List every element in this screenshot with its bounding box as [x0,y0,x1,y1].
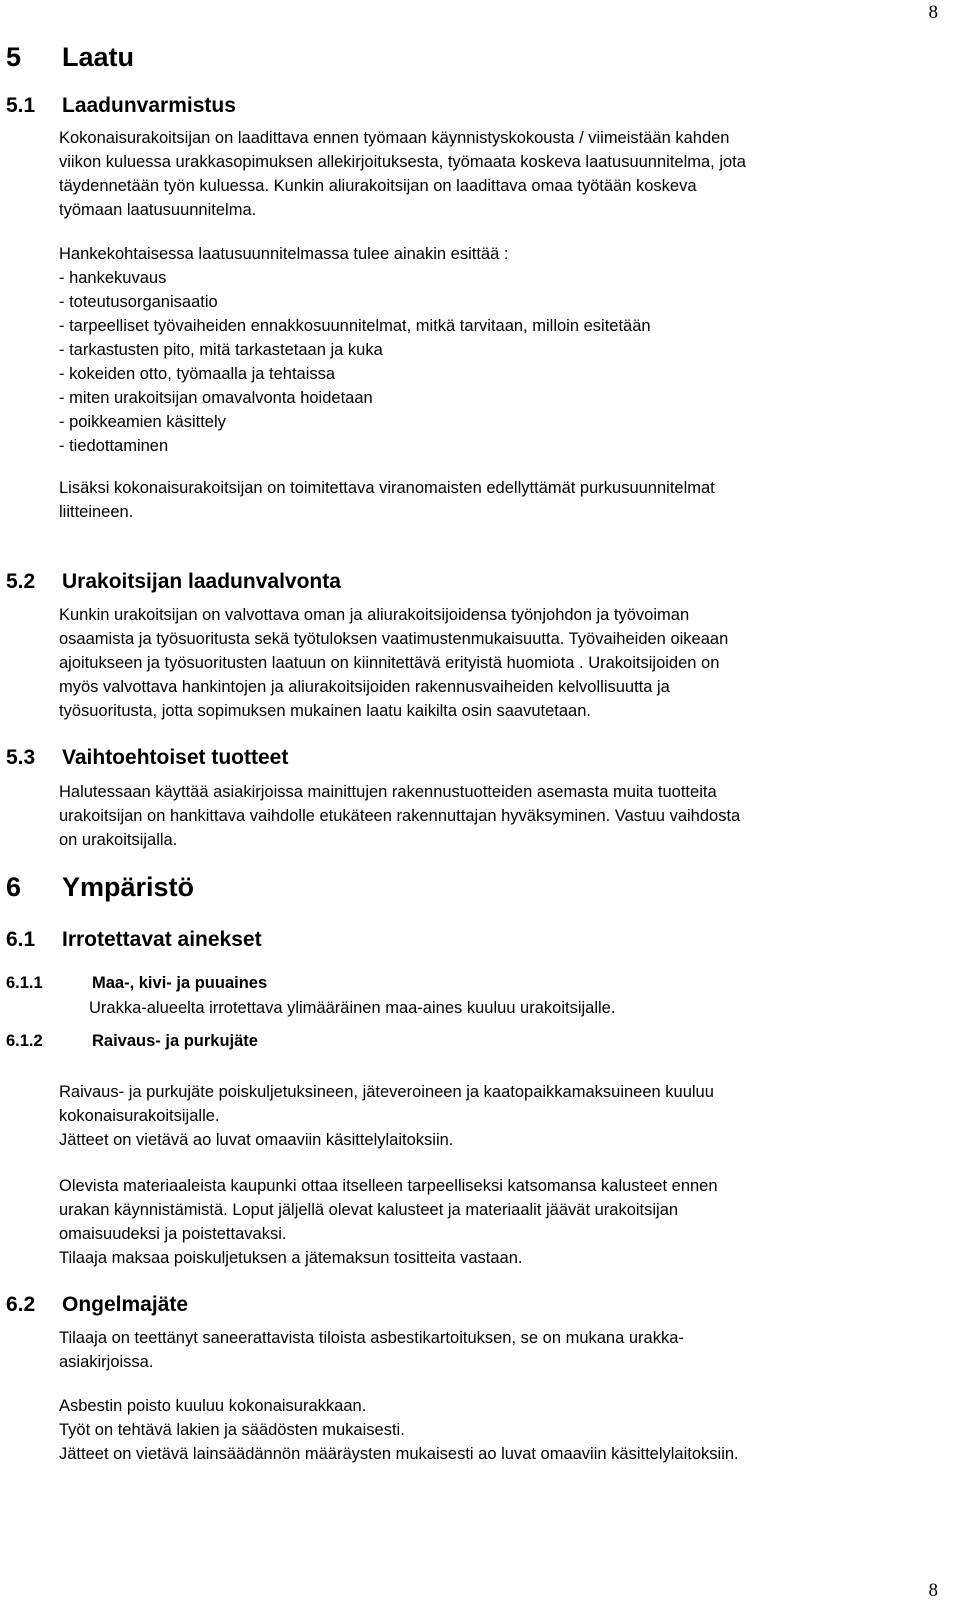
list-item: - tiedottaminen [59,437,169,455]
list-item: - tarpeelliset työvaiheiden ennakkosuunnitelmat, mitkä tarvitaan, milloin esitetään [59,317,651,335]
section-number: 6 [6,872,22,902]
paragraph-6-1-2-b [59,1174,959,1270]
section-title: Raivaus- ja purkujäte [92,1032,258,1050]
section-number: 5.1 [6,94,36,117]
list-item: - miten urakoitsijan omavalvonta hoidetaan [59,389,373,407]
text-line: Kunkin urakoitsijan on valvottava oman ja aliurakoitsijoidensa työnjohdon ja työvoiman [59,606,690,624]
text-line: omaisuudeksi ja poistettavaksi. [59,1225,287,1243]
list-item: - tarkastusten pito, mitä tarkastetaan ja kuka [59,341,383,359]
list-item: - kokeiden otto, työmaalla ja tehtaissa [59,365,336,383]
text-line: urakoitsijan on hankittava vaihdolle etukäteen rakennuttajan hyväksyminen. Vastuu vaihdosta [59,807,741,825]
section-number: 5.2 [6,570,36,593]
section-number: 6.2 [6,1293,36,1316]
text-line: Asbestin poisto kuuluu kokonaisurakkaan. [59,1397,367,1415]
text-line: Jätteet on vietävä lainsäädännön määräysten mukaisesti ao luvat omaaviin käsittelylaitoksiin. [59,1445,739,1463]
page-number-bottom: 8 [928,1580,938,1601]
text-line: työmaan laatusuunnitelma. [59,201,257,219]
text-line: Halutessaan käyttää asiakirjoissa mainittujen rakennustuotteiden asemasta muita tuotteita [59,783,717,801]
text-line: Olevista materiaaleista kaupunki ottaa itselleen tarpeelliseksi katsomansa kalusteet ennen [59,1177,718,1195]
paragraph-5-1-additional [59,476,959,524]
section-title: Irrotettavat ainekset [62,928,262,951]
paragraph-5-2 [59,603,959,723]
text-line: on urakoitsijalla. [59,831,178,849]
heading-6-1-2 [6,1032,258,1051]
section-title: Laadunvarmistus [62,94,236,117]
heading-6-1 [6,928,262,952]
text-line: Hankekohtaisessa laatusuunnitelmassa tulee ainakin esittää : [59,245,509,263]
section-title: Vaihtoehtoiset tuotteet [62,746,289,769]
section-title: Laatu [62,42,135,72]
text-line: osaamista ja työsuoritusta sekä työtuloksen vaatimustenmukaisuutta. Työvaiheiden oikeaan [59,630,729,648]
heading-5-1 [6,94,236,118]
text-line: liitteineen. [59,503,134,521]
text-line: Kokonaisurakoitsijan on laadittava ennen työmaan käynnistyskokousta / viimeistään kahden [59,129,730,147]
heading-5 [6,42,134,73]
page-number-top: 8 [928,2,938,23]
text-line: Työt on tehtävä lakien ja säädösten mukaisesti. [59,1421,405,1439]
heading-5-2 [6,570,341,594]
text-line: kokonaisurakoitsijalle. [59,1107,220,1125]
heading-6-1-1 [6,974,267,993]
text-line: työsuoritusta, jotta sopimuksen mukainen laatu kaikilta osin saavutetaan. [59,702,591,720]
heading-6 [6,872,194,903]
text-line: Raivaus- ja purkujäte poiskuljetuksineen, jäteveroineen ja kaatopaikkamaksuineen kuuluu [59,1083,714,1101]
heading-5-3 [6,746,288,770]
paragraph-5-1-requirements [59,242,959,458]
section-number: 5 [6,42,22,72]
text-line: Tilaaja maksaa poiskuljetuksen a jätemaksun tositteita vastaan. [59,1249,523,1267]
text-line: myös valvottava hankintojen ja aliurakoitsijoiden rakennusvaiheiden kelvollisuutta ja [59,678,670,696]
text-line: viikon kuluessa urakkasopimuksen allekirjoituksesta, työmaata koskeva laatusuunnitelma, jota [59,153,746,171]
heading-6-2 [6,1293,188,1317]
section-title: Ympäristö [62,872,195,902]
section-number: 6.1.2 [6,1032,43,1050]
paragraph-5-1-intro [59,126,959,222]
text-line: ajoitukseen ja työsuoritusten laatuun on kiinnitettävä erityistä huomiota . Urakoitsijoiden on [59,654,720,672]
section-title: Urakoitsijan laadunvalvonta [62,570,341,593]
paragraph-6-2-a [59,1326,959,1374]
section-number: 6.1.1 [6,974,43,992]
paragraph-6-1-1 [89,996,960,1020]
list-item: - toteutusorganisaatio [59,293,218,311]
paragraph-6-2-b [59,1394,959,1466]
text-line: Jätteet on vietävä ao luvat omaaviin käsittelylaitoksiin. [59,1131,454,1149]
text-line: urakan käynnistämistä. Loput jäljellä olevat kalusteet ja materiaalit jäävät urakoitsijan [59,1201,679,1219]
paragraph-5-3 [59,780,959,852]
paragraph-6-1-2-a [59,1080,959,1152]
text-line: Lisäksi kokonaisurakoitsijan on toimitettava viranomaisten edellyttämät purkusuunnitelmat [59,479,715,497]
section-number: 5.3 [6,746,36,769]
text-line: Urakka-alueelta irrotettava ylimääräinen maa-aines kuuluu urakoitsijalle. [89,999,616,1017]
text-line: täydennetään työn kuluessa. Kunkin aliurakoitsijan on laadittava omaa työtään koskeva [59,177,697,195]
list-item: - hankekuvaus [59,269,167,287]
section-title: Ongelmajäte [62,1293,189,1316]
section-title: Maa-, kivi- ja puuaines [92,974,268,992]
text-line: Tilaaja on teettänyt saneerattavista tiloista asbestikartoituksen, se on mukana urakka- [59,1329,684,1347]
list-item: - poikkeamien käsittely [59,413,226,431]
text-line: asiakirjoissa. [59,1353,154,1371]
section-number: 6.1 [6,928,36,951]
